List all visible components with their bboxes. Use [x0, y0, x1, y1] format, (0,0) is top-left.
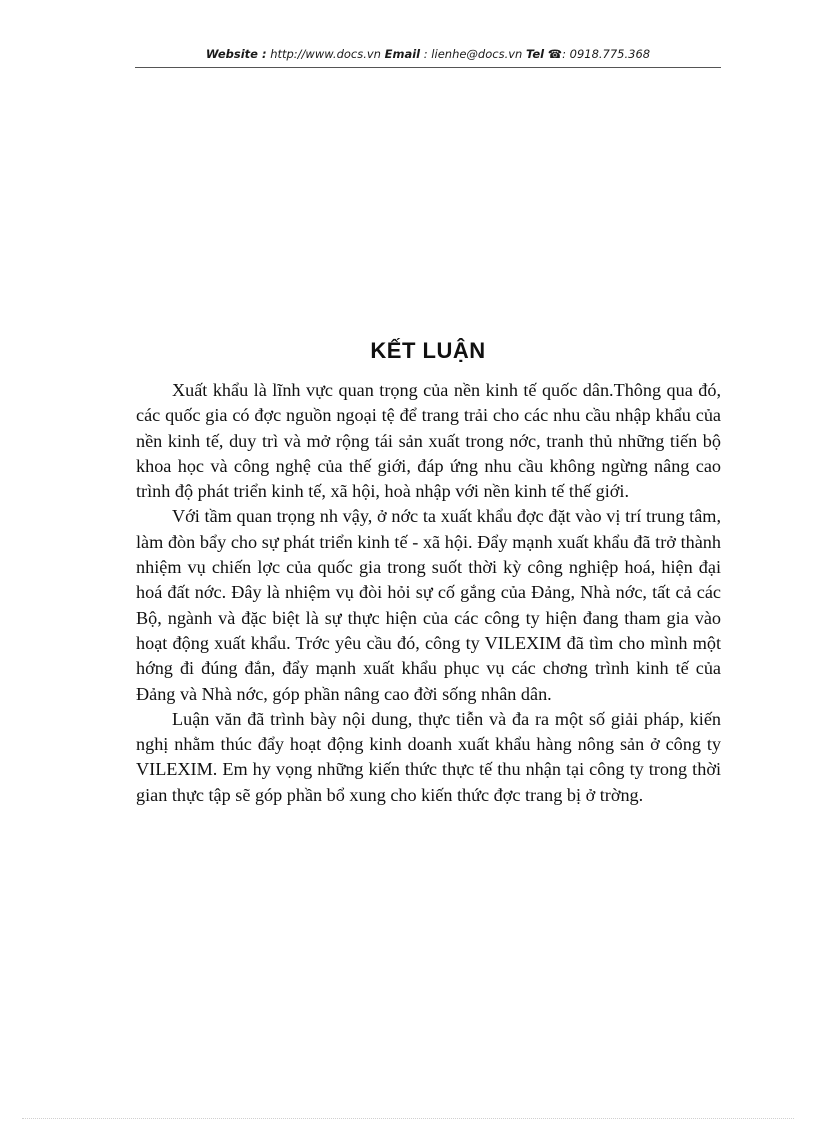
website-value: http://www.docs.vn [270, 47, 381, 61]
website-label: Website : [205, 47, 267, 61]
page-header [135, 47, 721, 65]
email-value: : lienhe@docs.vn [423, 47, 523, 61]
header-divider [135, 67, 721, 68]
paragraph: Với tầm quan trọng nh vậy, ở nớc ta xuất khẩu đợc đặt vào vị trí trung tâm, làm đòn bẩy cho sự phát triển kinh tế - xã hội. Đẩy mạnh xuất khẩu đã trở thành nhiệm vụ chiến lợc của quốc gia trong suốt thời kỳ công nghiệp hoá, hiện đại hoá đất nớc. Đây là nhiệm vụ đòi hỏi sự cố gắng của Đảng, Nhà nớc, tất cả các Bộ, ngành và đặc biệt là sự thực hiện của các công ty hiện đang tham gia vào hoạt động xuất khẩu. Trớc yêu cầu đó, công ty VILEXIM đã tìm cho mình một hớng đi đúng đắn, đẩy mạnh xuất khẩu phục vụ các chơng trình kinh tế của Đảng và Nhà nớc, góp phần nâng cao đời sống nhân dân. [136, 506, 721, 704]
email-label: Email [384, 47, 421, 61]
page-title: KẾT LUẬN [370, 338, 486, 363]
footer-divider [22, 1118, 794, 1119]
tel-value: : 0918.775.368 [562, 47, 651, 61]
paragraph: Xuất khẩu là lĩnh vực quan trọng của nền kinh tế quốc dân.Thông qua đó, các quốc gia có đợc nguồn ngoại tệ để trang trải cho các nhu cầu nhập khẩu của nền kinh tế, duy trì và mở rộng tái sản xuất trong nớc, tranh thủ những tiến bộ khoa học và công nghệ của thế giới, đáp ứng nhu cầu không ngừng nâng cao trình độ phát triển kinh tế, xã hội, hoà nhập với nền kinh tế thế giới. [136, 380, 721, 502]
paragraph: Luận văn đã trình bày nội dung, thực tiễn và đa ra một số giải pháp, kiến nghị nhằm thúc đẩy hoạt động kinh doanh xuất khẩu hàng nông sản ở công ty VILEXIM. Em hy vọng những kiến thức thực tế thu nhận tại công ty trong thời gian thực tập sẽ góp phần bổ xung cho kiến thức đợc trang bị ở trờng. [136, 708, 721, 805]
tel-label: Tel [526, 47, 545, 61]
document-body [136, 378, 721, 808]
phone-icon: ☎ [547, 47, 563, 61]
